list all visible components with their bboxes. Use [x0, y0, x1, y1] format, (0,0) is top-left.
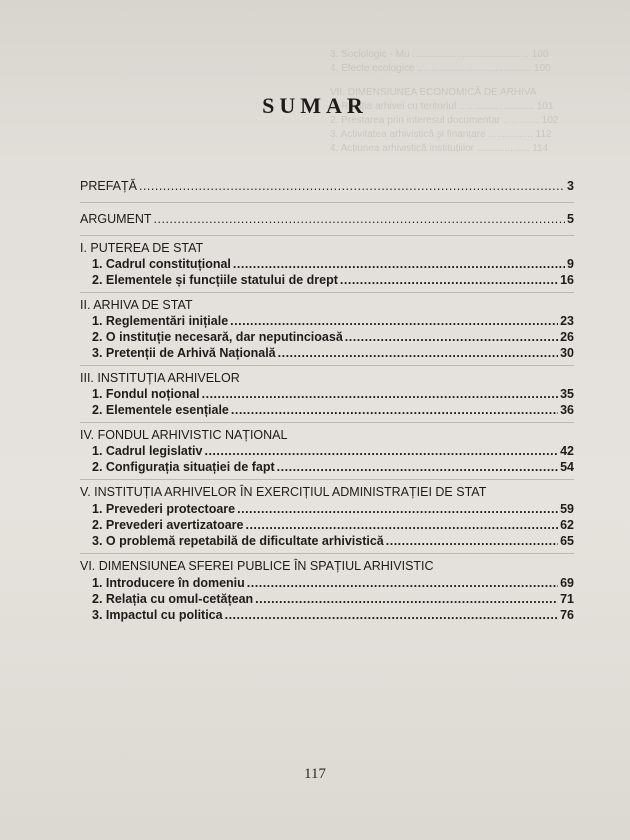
toc-entry [80, 591, 574, 607]
bleed-line: 4. Acțiunea arhivistică instituțiilor ................... 114 [330, 143, 549, 154]
toc-entry-label: 1. Introducere în domeniu [92, 576, 245, 590]
toc-entry [80, 256, 574, 272]
toc-entry-label: 2. Elementele esențiale [92, 403, 229, 417]
toc-chapter [80, 293, 574, 366]
toc-entry-label: ARGUMENT [80, 212, 152, 226]
page-title: SUMAR [262, 93, 368, 118]
bleed-line: 2. Prestarea prin interesul documentar ............. 102 [330, 115, 559, 126]
toc-entry [80, 402, 574, 418]
toc-entry-label: 1. Fondul noțional [92, 387, 200, 401]
dot-leader [278, 345, 558, 361]
chapter-title: IV. FONDUL ARHIVISTIC NAȚIONAL [80, 428, 288, 442]
toc-entry-page: 59 [560, 502, 574, 516]
dot-leader [245, 517, 558, 533]
toc-entry-page: 30 [560, 346, 574, 360]
toc-entry-page: 5 [567, 212, 574, 226]
toc-entry-page: 69 [560, 576, 574, 590]
chapter-title: VI. DIMENSIUNEA SFEREI PUBLICE ÎN SPAȚIUL ARHIVISTIC [80, 559, 434, 573]
toc-section-entry [80, 170, 574, 203]
dot-leader [202, 386, 558, 402]
bleed-line: 3. Activitatea arhivistică și finanțare ................ 112 [330, 129, 552, 140]
toc-entry [80, 345, 574, 361]
dot-leader [277, 459, 558, 475]
toc-entry [80, 533, 574, 549]
dot-leader [345, 329, 558, 345]
toc-entry [80, 443, 574, 459]
toc-entry-label: 2. Elementele și funcțiile statului de drept [92, 273, 338, 287]
toc-entry [80, 313, 574, 329]
toc-entry [80, 501, 574, 517]
toc-entry-page: 35 [560, 387, 574, 401]
toc-entry [80, 211, 574, 227]
toc-entry-page: 3 [567, 179, 574, 193]
toc-entry-label: 1. Cadrul constituțional [92, 257, 231, 271]
toc-entry-label: 3. Impactul cu politica [92, 608, 223, 622]
toc-entry-page: 9 [567, 257, 574, 271]
toc-entry-label: 2. Relația cu omul-cetățean [92, 592, 254, 606]
toc-entry [80, 178, 574, 194]
toc-entry-page: 76 [560, 608, 574, 622]
dot-leader [237, 501, 558, 517]
toc-entry [80, 459, 574, 475]
toc-entry [80, 517, 574, 533]
toc-entry [80, 329, 574, 345]
toc-entry [80, 386, 574, 402]
toc-entry-page: 16 [560, 273, 574, 287]
chapter-title: I. PUTEREA DE STAT [80, 241, 204, 255]
toc-entry-label: 2. Configurația situației de fapt [92, 460, 275, 474]
bleed-line: 1. Relația arhivei cu teritoriul ........................... 101 [330, 101, 554, 112]
dot-leader [225, 607, 559, 623]
dot-leader [231, 402, 558, 418]
dot-leader [154, 211, 566, 227]
toc-entry-label: PREFAȚĂ [80, 179, 137, 193]
dot-leader [340, 272, 558, 288]
dot-leader [255, 591, 558, 607]
toc-entry-page: 62 [560, 518, 574, 532]
dot-leader [204, 443, 558, 459]
toc-entry-label: 1. Reglementări inițiale [92, 314, 229, 328]
toc-entry-label: 3. O problemă repetabilă de dificultate arhivistică [92, 534, 384, 548]
toc-entry-label: 1. Cadrul legislativ [92, 444, 203, 458]
toc-entry [80, 575, 574, 591]
toc-chapter [80, 554, 574, 627]
bleed-line: 4. Efecte ecologice ......................................... 100 [330, 63, 551, 74]
toc-entry-page: 65 [560, 534, 574, 548]
toc-entry-label: 2. Prevederi avertizatoare [92, 518, 244, 532]
toc-entry-label: 1. Prevederi protectoare [92, 502, 236, 516]
toc-entry [80, 607, 574, 623]
dot-leader [386, 533, 558, 549]
dot-leader [139, 178, 565, 194]
chapter-title: V. INSTITUȚIA ARHIVELOR ÎN EXERCIȚIUL ADMINISTRAȚIEI DE STAT [80, 485, 487, 499]
chapter-title: II. ARHIVA DE STAT [80, 298, 193, 312]
toc-chapter [80, 480, 574, 554]
bleed-line: VII. DIMENSIUNEA ECONOMICĂ DE ARHIVA [330, 87, 537, 98]
toc-section-entry [80, 203, 574, 236]
toc-chapter [80, 236, 574, 293]
page-number: 117 [304, 766, 326, 782]
toc-chapter [80, 423, 574, 480]
toc-entry-page: 23 [560, 314, 574, 328]
toc-entry-page: 71 [560, 592, 574, 606]
toc-entry-page: 36 [560, 403, 574, 417]
dot-leader [230, 313, 558, 329]
toc-entry-label: 3. Pretenții de Arhivă Națională [92, 346, 276, 360]
toc-entry [80, 272, 574, 288]
dot-leader [233, 256, 565, 272]
toc-entry-page: 26 [560, 330, 574, 344]
dot-leader [247, 575, 558, 591]
table-of-contents [80, 170, 574, 627]
toc-entry-page: 42 [560, 444, 574, 458]
toc-chapter [80, 366, 574, 423]
toc-entry-page: 54 [560, 460, 574, 474]
toc-entry-label: 2. O instituție necesară, dar neputincioasă [92, 330, 343, 344]
bleed-line: 3. Sociologic - Mu .......................................... 100 [330, 49, 549, 60]
chapter-title: III. INSTITUȚIA ARHIVELOR [80, 371, 240, 385]
